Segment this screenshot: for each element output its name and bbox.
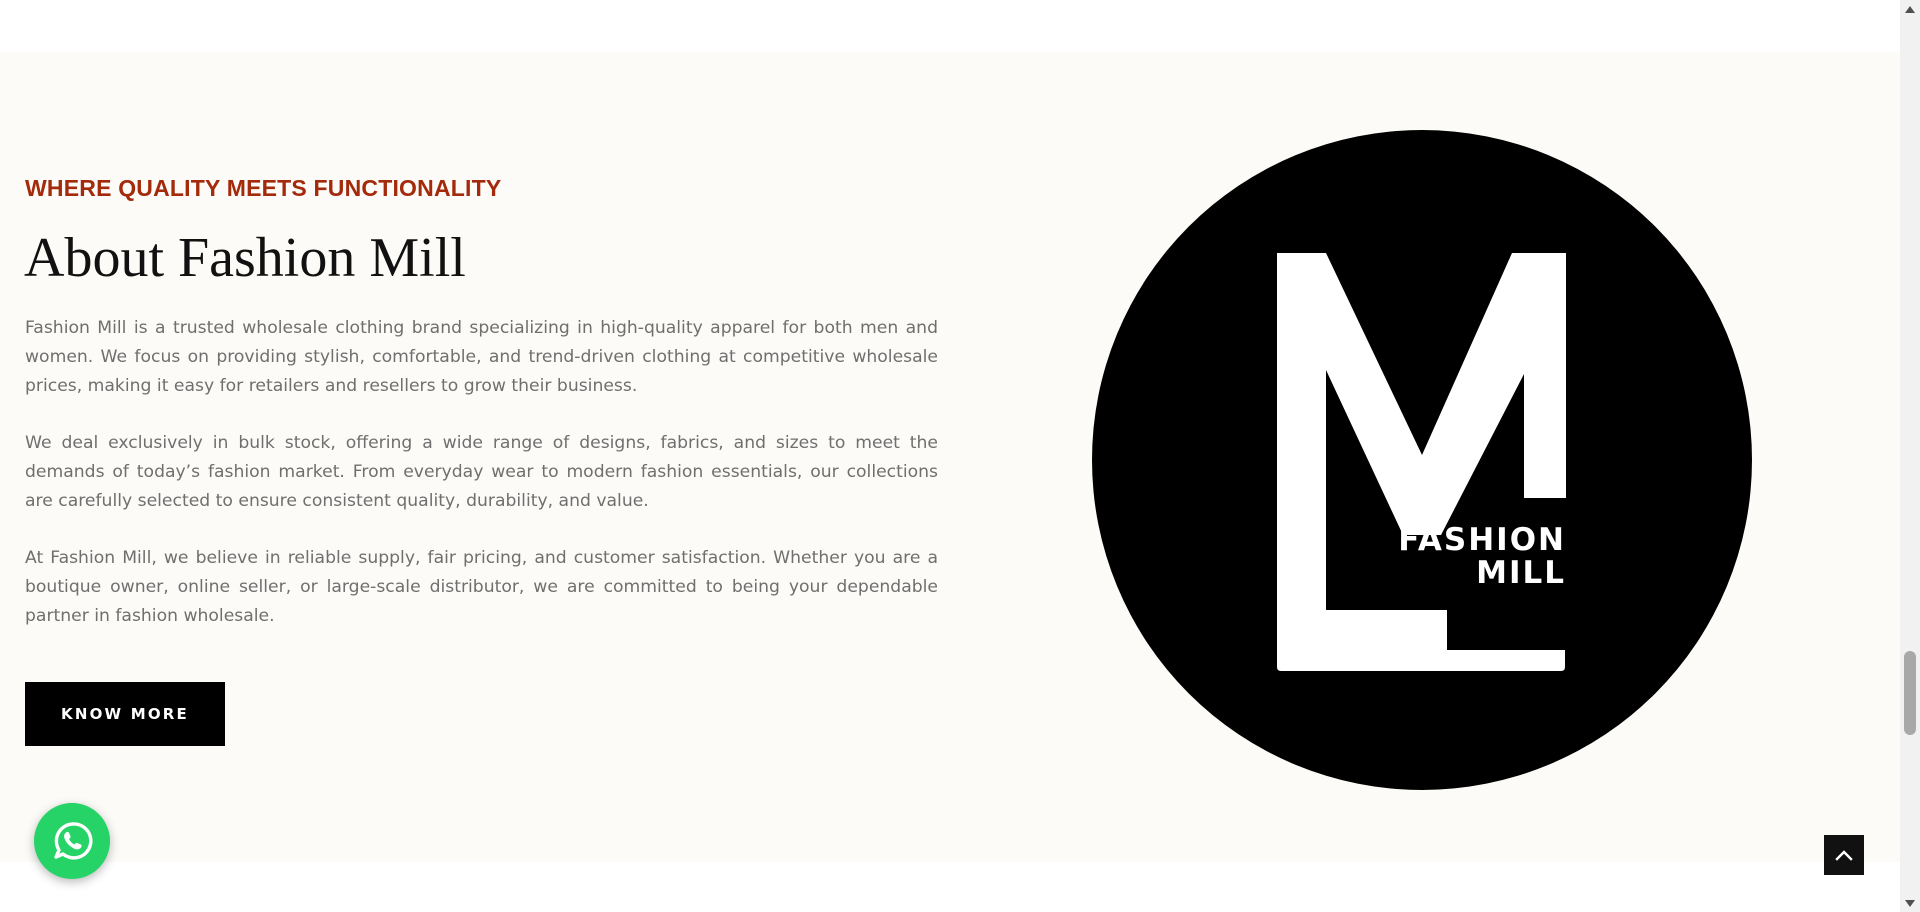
about-title: About Fashion Mill	[24, 227, 466, 289]
vertical-scrollbar[interactable]	[1900, 0, 1920, 912]
triangle-down-icon	[1905, 900, 1915, 908]
triangle-up-icon	[1905, 5, 1915, 13]
about-paragraph-2: We deal exclusively in bulk stock, offering a wide range of designs, fabrics, and sizes to meet the demands of today’s fashion market. From everyday wear to modern fashion essentials, our collections are carefully selected to ensure consistent quality, durability, and value.	[25, 433, 938, 511]
bottom-strip	[0, 862, 1900, 912]
logo-wordmark-line2: MILL	[1476, 555, 1566, 591]
about-paragraph-1: Fashion Mill is a trusted wholesale clothing brand specializing in high-quality apparel for both men and women. We focus on providing stylish, comfortable, and trend-driven clothing at competitive wholesale prices, making it easy for retailers and resellers to grow their business.	[25, 318, 938, 396]
top-strip	[0, 0, 1900, 52]
fashion-mill-logo	[1092, 130, 1752, 790]
about-copy	[25, 314, 938, 659]
logo-wordmark-line1: FASHION	[1398, 522, 1566, 558]
about-eyebrow: WHERE QUALITY MEETS FUNCTIONALITY	[25, 175, 502, 201]
whatsapp-chat-button[interactable]	[34, 803, 110, 879]
chevron-up-icon	[1834, 845, 1854, 865]
fashion-mill-logo-mark	[1092, 130, 1752, 790]
scroll-up-arrow[interactable]	[1900, 0, 1920, 17]
whatsapp-icon	[50, 819, 94, 863]
back-to-top-button[interactable]	[1824, 835, 1864, 875]
know-more-button[interactable]: KNOW MORE	[25, 682, 225, 746]
about-paragraph-3: At Fashion Mill, we believe in reliable supply, fair pricing, and customer satisfaction. Whether you are a boutique owner, online seller, or large-scale distributor, we are committed to being your dependable partner in fashion wholesale.	[25, 548, 938, 626]
scroll-down-arrow[interactable]	[1900, 895, 1920, 912]
scrollbar-thumb[interactable]	[1904, 651, 1916, 735]
